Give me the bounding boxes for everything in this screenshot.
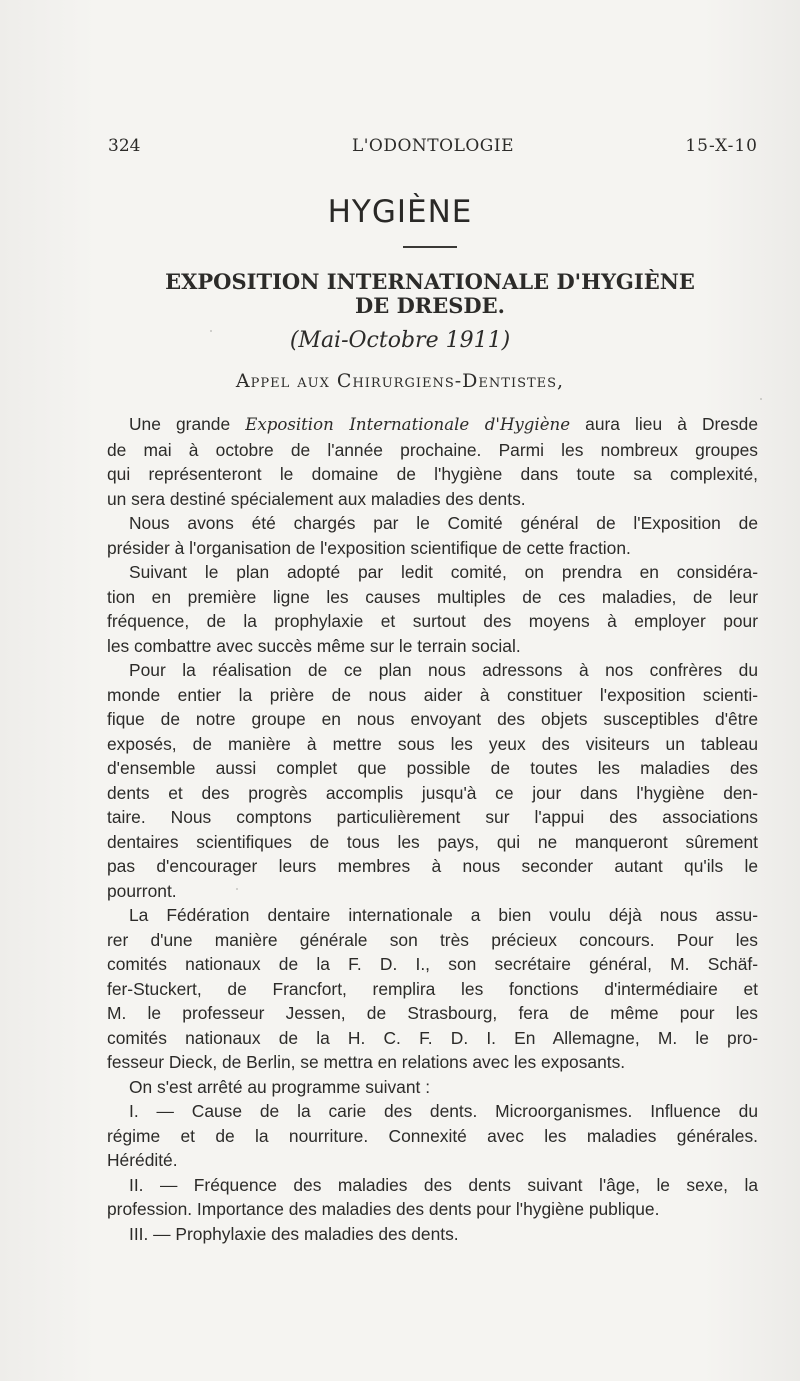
body-line: dentaires scientifiques de tous les pays, qui ne manqueront sûrement (107, 831, 758, 852)
appeal-title: Appel aux Chirurgiens-Dentistes, (235, 370, 565, 392)
issue-date: 15-X-10 (685, 136, 758, 156)
body-line: les combattre avec succès même sur le terrain social. (107, 635, 521, 656)
body-line: monde entier la prière de nous aider à constituer l'exposition scienti- (107, 684, 758, 705)
body-line: Nous avons été chargés par le Comité général de l'Exposition de (129, 513, 758, 533)
exhibition-dates: (Mai-Octobre 1911) (289, 328, 511, 353)
body-line: fer-Stuckert, de Francfort, remplira les fonctions d'intermédiaire et (107, 978, 758, 999)
body-line: d'ensemble aussi complet que possible de toutes les maladies des (107, 758, 758, 778)
body-line: On s'est arrêté au programme suivant : (129, 1076, 431, 1097)
body-line: fique de notre groupe en nous envoyant des objets susceptibles d'être (107, 709, 758, 729)
body-line: présider à l'organisation de l'exposition scientifique de cette fraction. (107, 537, 631, 558)
heading-line-1: EXPOSITION INTERNATIONALE D'HYGIÈNE (165, 269, 695, 294)
body-line: Suivant le plan adopté par ledit comité, on prendra en considéra- (129, 562, 758, 582)
body-line: I. — Cause de la carie des dents. Microorganismes. Influence du (129, 1101, 758, 1121)
body-line: Pour la réalisation de ce plan nous adressons à nos confrères du (129, 660, 758, 680)
body-line: La Fédération dentaire internationale a bien voulu déjà nous assu- (129, 905, 758, 925)
body-line: Hérédité. (107, 1150, 178, 1170)
body-line: qui représenteront le domaine de l'hygiène dans toute sa complexité, (107, 464, 758, 484)
page-number: 324 (108, 136, 141, 156)
body-line: régime et de la nourriture. Connexité avec les maladies générales. (107, 1125, 758, 1146)
body-line: Une grande Exposition Internationale d'Hygiène aura lieu à Dresde (129, 414, 759, 434)
paper-speck (236, 888, 238, 890)
body-line: rer d'une manière générale son très précieux concours. Pour les (107, 929, 758, 950)
article-heading (120, 270, 740, 318)
section-title: HYGIÈNE (327, 194, 473, 230)
body-line: pourront. (107, 880, 177, 901)
exhibition-name-emphasis: Exposition Internationale d'Hygiène (245, 415, 571, 434)
article-body (107, 412, 758, 1246)
body-line: M. le professeur Jessen, de Strasbourg, fera de même pour les (107, 1003, 758, 1023)
body-line: dents et des progrès accomplis jusqu'à ce jour dans l'hygiène den- (107, 782, 758, 803)
paper-speck (734, 456, 736, 458)
journal-title: L'ODONTOLOGIE (351, 136, 515, 156)
body-line: de mai à octobre de l'année prochaine. Parmi les nombreux groupes (107, 439, 758, 460)
body-line: II. — Fréquence des maladies des dents suivant l'âge, le sexe, la (129, 1174, 758, 1195)
paper-speck (760, 398, 762, 400)
body-line: comités nationaux de la F. D. I., son secrétaire général, M. Schäf- (107, 954, 758, 974)
body-line: fesseur Dieck, de Berlin, se mettra en relations avec les exposants. (107, 1052, 626, 1072)
body-line: pas d'encourager leurs membres à nous seconder autant qu'ils le (107, 856, 758, 876)
body-line: un sera destiné spécialement aux maladies des dents. (107, 488, 526, 509)
body-line: fréquence, de la prophylaxie et surtout des moyens à employer pour (107, 611, 758, 631)
body-line: exposés, de manière à mettre sous les yeux des visiteurs un tableau (107, 733, 758, 754)
body-line: profession. Importance des maladies des dents pour l'hygiène publique. (107, 1199, 660, 1219)
running-head (108, 136, 758, 160)
title-rule (403, 246, 457, 248)
body-line: taire. Nous comptons particulièrement sur l'appui des associations (107, 807, 758, 827)
body-line: comités nationaux de la H. C. F. D. I. En Allemagne, M. le pro- (107, 1027, 758, 1048)
paper-speck (210, 330, 212, 332)
body-line: tion en première ligne les causes multiples de ces maladies, de leur (107, 586, 758, 607)
heading-line-2: DE DRESDE. (355, 293, 505, 318)
body-line: III. — Prophylaxie des maladies des dents. (129, 1223, 459, 1244)
